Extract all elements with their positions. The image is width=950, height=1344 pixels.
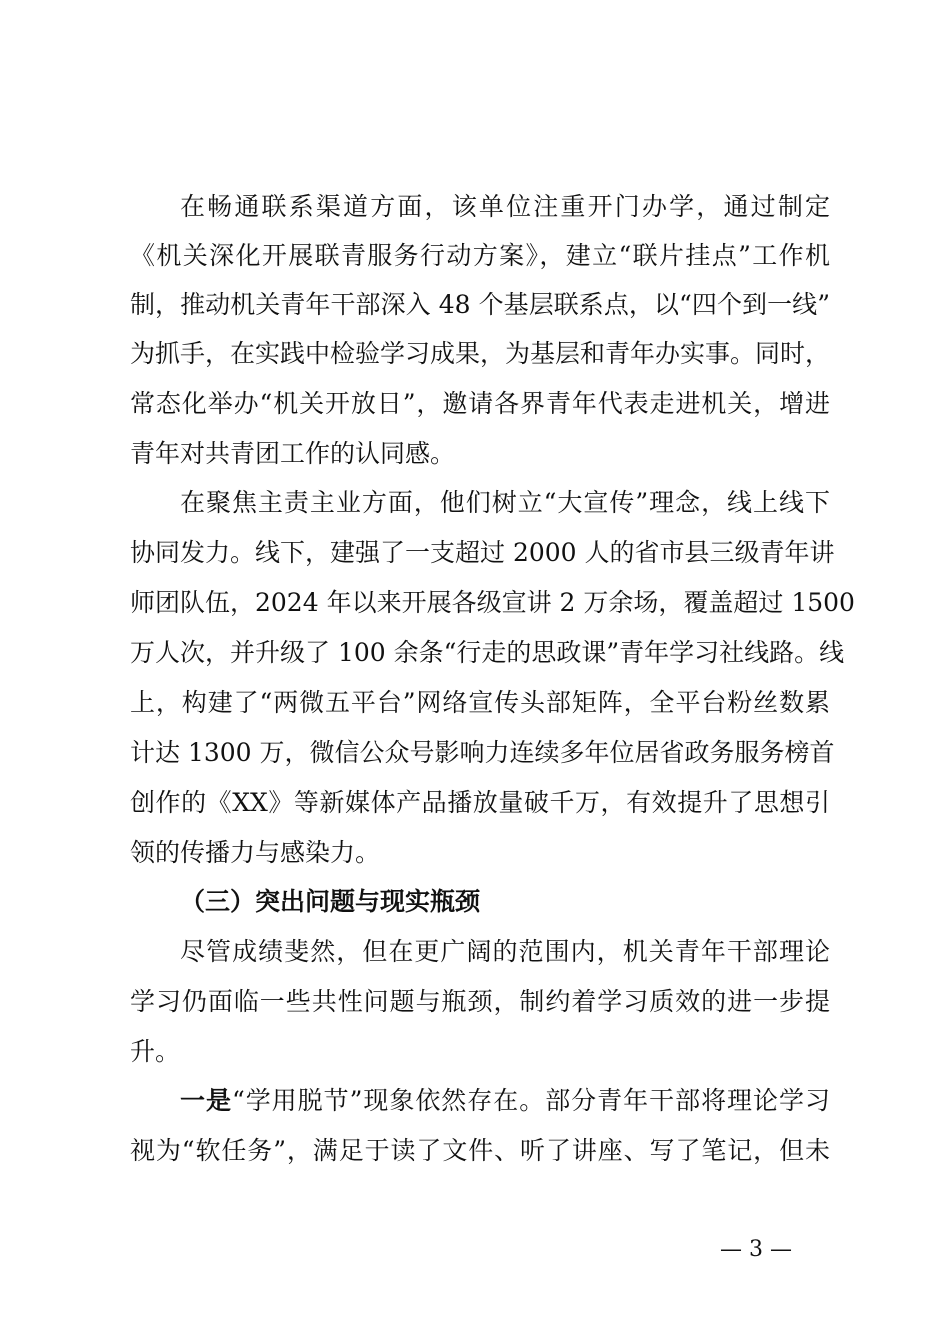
lead-bold-text: 一是 xyxy=(180,1086,232,1115)
text-line: 师团队伍，2024 年以来开展各级宣讲 2 万余场，覆盖超过 1500 xyxy=(130,588,855,617)
text-line: 在畅通联系渠道方面，该单位注重开门办学，通过制定 xyxy=(180,192,830,221)
text-line: 为抓手，在实践中检验学习成果，为基层和青年办实事。同时， xyxy=(130,339,831,368)
text-line: 上，构建了“两微五平台”网络宣传头部矩阵，全平台粉丝数累 xyxy=(130,688,830,717)
text-line: 《机关深化开展联青服务行动方案》，建立“联片挂点”工作机 xyxy=(130,241,830,270)
text-line: 领的传播力与感染力。 xyxy=(130,838,381,867)
text-line: 制，推动机关青年干部深入 48 个基层联系点，以“四个到一线” xyxy=(130,290,830,319)
section-heading: （三）突出问题与现实瓶颈 xyxy=(180,887,481,916)
text-line: 青年对共青团工作的认同感。 xyxy=(130,439,456,468)
text-line: 常态化举办“机关开放日”，邀请各界青年代表走进机关，增进 xyxy=(130,389,830,418)
text-span: “学用脱节”现象依然存在。部分青年干部将理论学习 xyxy=(231,1086,830,1115)
text-line: 协同发力。线下，建强了一支超过 2000 人的省市县三级青年讲 xyxy=(130,538,835,567)
page-number: — 3 — xyxy=(720,1237,792,1262)
text-line: 学习仍面临一些共性问题与瓶颈，制约着学习质效的进一步提 xyxy=(130,987,830,1016)
text-line: 计达 1300 万，微信公众号影响力连续多年位居省政务服务榜首 xyxy=(130,738,835,767)
text-line: 创作的《XX》等新媒体产品播放量破千万，有效提升了思想引 xyxy=(130,788,830,817)
text-line: 视为“软任务”，满足于读了文件、听了讲座、写了笔记，但未 xyxy=(130,1136,830,1165)
text-line: 升。 xyxy=(130,1037,181,1066)
text-line xyxy=(180,1081,830,1121)
text-line: 万人次，并升级了 100 余条“行走的思政课”青年学习社线路。线 xyxy=(130,638,845,667)
text-line: 尽管成绩斐然，但在更广阔的范围内，机关青年干部理论 xyxy=(180,937,830,966)
text-line: 在聚焦主责主业方面，他们树立“大宣传”理念，线上线下 xyxy=(180,488,830,517)
